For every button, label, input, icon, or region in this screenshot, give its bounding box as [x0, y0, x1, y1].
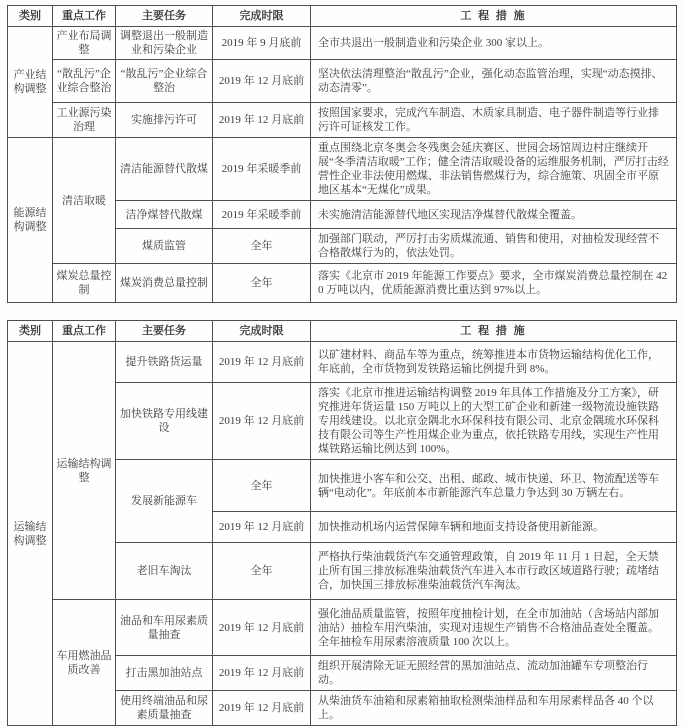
task-cell: “散乱污”企业综合整治	[116, 60, 213, 103]
table-row	[8, 60, 677, 103]
measure-cell: 严格执行柴油载货汽车交通管理政策，自 2019 年 11 月 1 日起，全天禁止所有国三排放标准柴油载货汽车进入本市行政区域道路行驶；疏堵结合，加快国三排放标准柴油载货汽车淘汰。	[311, 543, 677, 600]
deadline-cell: 2019 年采暖季前	[213, 201, 311, 229]
task-cell: 调整退出一般制造业和污染企业	[116, 27, 213, 60]
deadline-cell: 全年	[213, 229, 311, 264]
measure-cell: 加快推动机场内运营保障车辆和地面支持设备使用新能源。	[311, 512, 677, 543]
task-cell: 加快铁路专用线建设	[116, 383, 213, 460]
measure-cell: 从柴油货车油箱和尿素箱抽取检测柴油样品和车用尿素样品各 40 个以上。	[311, 691, 677, 726]
measure-cell: 加快推进小客车和公交、出租、邮政、城市快递、环卫、物流配送等车辆“电动化”。年底前本市新能源汽车总量力争达到 30 万辆左右。	[311, 460, 677, 512]
deadline-cell: 2019 年 12 月底前	[213, 103, 311, 138]
header-category: 类别	[8, 6, 53, 27]
measure-cell: 以矿建材料、商品车等为重点，统筹推进本市货物运输结构优化工作，年底前，全市货物到发铁路运输比例提升到 8%。	[311, 342, 677, 383]
task-cell: 洁净煤替代散煤	[116, 201, 213, 229]
header-deadline: 完成时限	[213, 321, 311, 342]
measure-cell: 坚决依法清理整治“散乱污”企业，强化动态监管治理，实现“动态摸排、动态清零”。	[311, 60, 677, 103]
deadline-cell: 2019 年 12 月底前	[213, 691, 311, 726]
deadline-cell: 2019 年 12 月底前	[213, 383, 311, 460]
work-cell: 工业源污染治理	[53, 103, 116, 138]
measure-cell: 加强部门联动，严厉打击劣质煤流通、销售和使用，对抽检发现经营不合格散煤行为的，依法处罚。	[311, 229, 677, 264]
task-cell: 使用终端油品和尿素质量抽查	[116, 691, 213, 726]
industry-energy-table	[7, 5, 677, 303]
task-cell: 打击黑加油站点	[116, 656, 213, 691]
deadline-cell: 2019 年 12 月底前	[213, 342, 311, 383]
table-row	[8, 103, 677, 138]
table-row	[8, 138, 677, 201]
work-cell: 清洁取暖	[53, 138, 116, 264]
task-cell: 提升铁路货运量	[116, 342, 213, 383]
category-cell: 产业结构调整	[8, 27, 53, 138]
task-cell: 煤炭消费总量控制	[116, 264, 213, 303]
table-row	[8, 342, 677, 383]
table-row	[8, 264, 677, 303]
work-cell: 产业布局调整	[53, 27, 116, 60]
deadline-cell: 全年	[213, 264, 311, 303]
measure-cell: 按照国家要求，完成汽车制造、木质家具制造、电子器件制造等行业排污许可证核发工作。	[311, 103, 677, 138]
header-main-task: 主要任务	[116, 6, 213, 27]
work-cell: 煤炭总量控制	[53, 264, 116, 303]
header-key-work: 重点工作	[53, 6, 116, 27]
table-header-row	[8, 6, 677, 27]
category-cell: 运输结构调整	[8, 342, 53, 726]
measure-cell: 落实《北京市推进运输结构调整 2019 年具体工作措施及分工方案》，研究推进年货运量 150 万吨以上的大型工矿企业和新建一级物流设施铁路专用线建设。以北京金隅北水环保科技有限公司、北京金隅琉水环保科技有限公司等生产性用煤企业为重点，依托铁路专用线，实现生产性用煤铁路运输比例达到 100%。	[311, 383, 677, 460]
deadline-cell: 2019 年 12 月底前	[213, 512, 311, 543]
category-cell: 能源结构调整	[8, 138, 53, 303]
header-category: 类别	[8, 321, 53, 342]
measure-cell: 重点围绕北京冬奥会冬残奥会延庆赛区、世园会场馆周边村庄继续开展“冬季清洁取暖”工作；健全清洁取暖设备的运维服务机制，严厉打击经营性企业非法使用燃煤、非法销售燃煤行为，综合施策、巩固全市平原地区基本“无煤化”成果。	[311, 138, 677, 201]
measure-cell: 未实施清洁能源替代地区实现洁净煤替代散煤全覆盖。	[311, 201, 677, 229]
header-main-task: 主要任务	[116, 321, 213, 342]
table-separator	[7, 303, 677, 320]
task-cell: 油品和车用尿素质量抽查	[116, 600, 213, 656]
deadline-cell: 2019 年 12 月底前	[213, 656, 311, 691]
task-cell: 发展新能源车	[116, 460, 213, 543]
header-key-work: 重点工作	[53, 321, 116, 342]
measure-cell: 组织开展清除无证无照经营的黑加油站点、流动加油罐车专项整治行动。	[311, 656, 677, 691]
deadline-cell: 2019 年 12 月底前	[213, 60, 311, 103]
table-row	[8, 600, 677, 656]
work-cell: 运输结构调整	[53, 342, 116, 600]
task-cell: 清洁能源替代散煤	[116, 138, 213, 201]
deadline-cell: 2019 年 9 月底前	[213, 27, 311, 60]
deadline-cell: 2019 年 12 月底前	[213, 600, 311, 656]
measure-cell: 强化油品质量监管，按照年度抽检计划，在全市加油站（含场站内部加油站）抽检车用汽柴油，实现对违规生产销售不合格油品查处全覆盖。全年抽检车用尿素溶液质量 100 次以上。	[311, 600, 677, 656]
header-deadline: 完成时限	[213, 6, 311, 27]
transport-table	[7, 320, 677, 726]
table-row	[8, 27, 677, 60]
header-measures: 工 程 措 施	[311, 6, 677, 27]
deadline-cell: 全年	[213, 460, 311, 512]
work-cell: 车用燃油品质改善	[53, 600, 116, 726]
measure-cell: 全市共退出一般制造业和污染企业 300 家以上。	[311, 27, 677, 60]
task-cell: 实施排污许可	[116, 103, 213, 138]
measure-cell: 落实《北京市 2019 年能源工作要点》要求，全市煤炭消费总量控制在 420 万吨以内，优质能源消费比重达到 97%以上。	[311, 264, 677, 303]
deadline-cell: 全年	[213, 543, 311, 600]
table-header-row	[8, 321, 677, 342]
task-cell: 老旧车淘汰	[116, 543, 213, 600]
deadline-cell: 2019 年采暖季前	[213, 138, 311, 201]
task-cell: 煤质监管	[116, 229, 213, 264]
header-measures: 工 程 措 施	[311, 321, 677, 342]
work-cell: “散乱污”企业综合整治	[53, 60, 116, 103]
